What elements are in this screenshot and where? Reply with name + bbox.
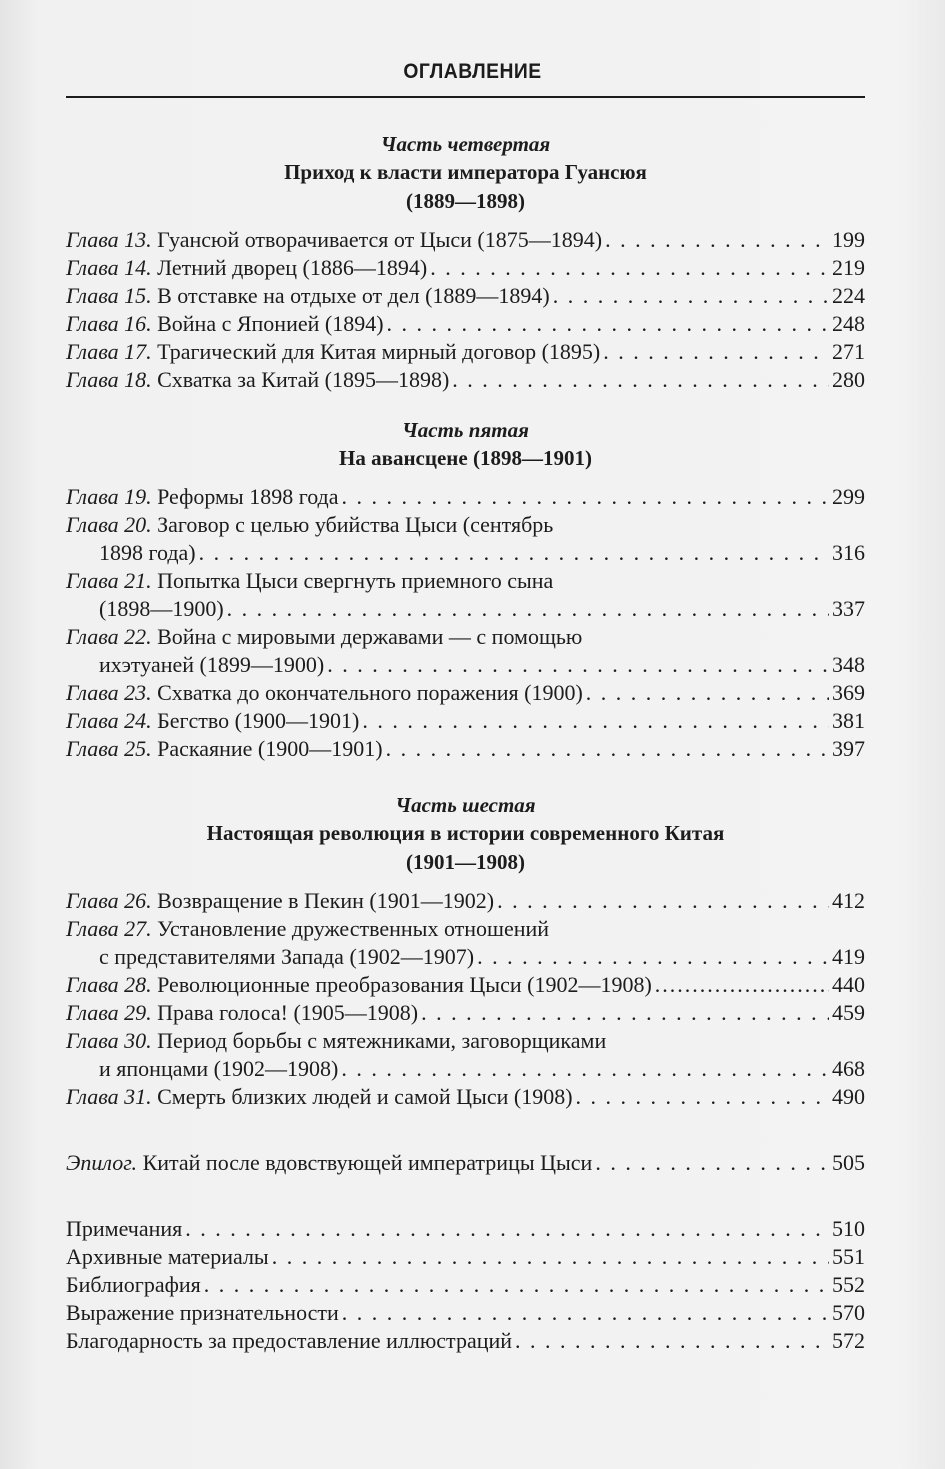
- chapter-list: [66, 887, 865, 1111]
- chapter-title-continued: с представителями Запада (1902—1907): [99, 944, 475, 969]
- dot-leader: [452, 366, 829, 394]
- chapter-label: Глава 24.: [66, 708, 152, 733]
- dot-leader: [576, 1083, 829, 1111]
- toc-entry[interactable]: [66, 483, 865, 511]
- chapter-label: Глава 31.: [66, 1084, 152, 1109]
- chapter-title: Война с Японией (1894): [157, 311, 384, 336]
- toc-entry[interactable]: [66, 735, 865, 763]
- dot-leader: [477, 943, 829, 971]
- page-number: 552: [832, 1272, 865, 1297]
- dot-leader: [362, 707, 829, 735]
- chapter-label: Глава 14.: [66, 255, 152, 280]
- dot-leader: [272, 1243, 829, 1271]
- dot-leader: [199, 539, 829, 567]
- page-number: 419: [832, 944, 865, 969]
- chapter-title: Попытка Цыси свергнуть приемного сына: [157, 568, 554, 593]
- chapter-label: Глава 27.: [66, 916, 152, 941]
- dot-leader: [586, 679, 829, 707]
- toc-entry[interactable]: [66, 567, 865, 623]
- toc-entry[interactable]: [66, 1083, 865, 1111]
- chapter-title: Права голоса! (1905—1908): [157, 1000, 419, 1025]
- chapter-title: Установление дружественных отношений: [157, 916, 550, 941]
- toc-entry[interactable]: [66, 887, 865, 915]
- chapter-label: Глава 30.: [66, 1028, 152, 1053]
- toc-entry[interactable]: [66, 226, 865, 254]
- page-number: 271: [832, 339, 865, 364]
- back-matter-list: [66, 1215, 865, 1355]
- page-number: 316: [832, 540, 865, 565]
- epilogue-title: Китай после вдовствующей императрицы Цыси: [142, 1150, 593, 1175]
- dot-leader: [342, 1299, 829, 1327]
- page-number: 348: [832, 652, 865, 677]
- part-title: Приход к власти императора Гуансюя: [284, 160, 647, 184]
- page-number: 369: [832, 680, 865, 705]
- chapter-list: [66, 226, 865, 394]
- dot-leader: [386, 735, 829, 763]
- page-number: 468: [832, 1056, 865, 1081]
- chapter-title-continued: (1898—1900): [99, 596, 224, 621]
- chapter-label: Глава 23.: [66, 680, 152, 705]
- toc-entry[interactable]: [66, 623, 865, 679]
- chapter-label: Глава 28.: [66, 972, 152, 997]
- chapter-title: Возвращение в Пекин (1901—1902): [157, 888, 495, 913]
- chapter-label: Глава 13.: [66, 227, 152, 252]
- chapter-label: Глава 20.: [66, 512, 152, 537]
- chapter-label: Глава 21.: [66, 568, 152, 593]
- page-number: 199: [832, 227, 865, 252]
- epilogue-section: [66, 1149, 865, 1177]
- toc-entry[interactable]: [66, 707, 865, 735]
- chapter-label: Глава 22.: [66, 624, 152, 649]
- page-number: 412: [832, 888, 865, 913]
- chapter-title: Трагический для Китая мирный договор (1895): [157, 339, 601, 364]
- chapter-title: Революционные преобразования Цыси (1902—1908): [157, 972, 652, 997]
- page-number: 381: [832, 708, 865, 733]
- dot-leader: [387, 310, 829, 338]
- toc-entry[interactable]: [66, 1027, 865, 1083]
- page-number: 299: [832, 484, 865, 509]
- chapter-title-continued: ихэтуаней (1899—1900): [99, 652, 325, 677]
- dot-leader: [185, 1215, 829, 1243]
- part-label: Часть пятая: [402, 418, 529, 442]
- dot-leader: [341, 1055, 829, 1083]
- page-number: 490: [832, 1084, 865, 1109]
- chapter-title: Период борьбы с мятежниками, заговорщиками: [157, 1028, 607, 1053]
- dot-leader: [655, 971, 829, 999]
- chapter-title: Схватка до окончательного поражения (1900): [157, 680, 583, 705]
- chapter-label: Глава 19.: [66, 484, 152, 509]
- chapter-label: Глава 15.: [66, 283, 152, 308]
- toc-entry[interactable]: [66, 254, 865, 282]
- chapter-title: Раскаяние (1900—1901): [157, 736, 383, 761]
- chapter-label: Глава 16.: [66, 311, 152, 336]
- chapter-label: Глава 18.: [66, 367, 152, 392]
- page-number: 224: [832, 283, 865, 308]
- chapter-title: Гуансюй отворачивается от Цыси (1875—1894): [157, 227, 603, 252]
- chapter-label: Глава 25.: [66, 736, 152, 761]
- toc-entry[interactable]: [66, 679, 865, 707]
- back-matter-title: Благодарность за предоставление иллюстраций: [66, 1328, 513, 1353]
- epilogue-label: Эпилог.: [66, 1150, 138, 1175]
- toc-entry-back-matter[interactable]: [66, 1243, 865, 1271]
- chapter-title: В отставке на отдыхе от дел (1889—1894): [157, 283, 550, 308]
- page-number: 510: [832, 1216, 865, 1241]
- dot-leader: [327, 651, 829, 679]
- part-heading: [66, 416, 865, 473]
- dot-leader: [595, 1149, 829, 1177]
- toc-entry[interactable]: [66, 971, 865, 999]
- toc-entry-back-matter[interactable]: [66, 1271, 865, 1299]
- chapter-title: Летний дворец (1886—1894): [157, 255, 428, 280]
- dot-leader: [430, 254, 829, 282]
- back-matter-title: Выражение признательности: [66, 1300, 339, 1325]
- part-title: (1901—1908): [406, 850, 525, 874]
- back-matter-title: Библиография: [66, 1272, 201, 1297]
- page-number: 280: [832, 367, 865, 392]
- chapter-title: Реформы 1898 года: [157, 484, 339, 509]
- page-number: 248: [832, 311, 865, 336]
- chapter-title: Бегство (1900—1901): [157, 708, 360, 733]
- back-matter-title: Архивные материалы: [66, 1244, 269, 1269]
- toc-entry[interactable]: [66, 282, 865, 310]
- dot-leader: [342, 483, 829, 511]
- chapter-title: Война с мировыми державами — с помощью: [157, 624, 583, 649]
- toc-entry[interactable]: [66, 999, 865, 1027]
- toc-entry[interactable]: [66, 366, 865, 394]
- chapter-label: Глава 26.: [66, 888, 152, 913]
- dot-leader: [605, 226, 829, 254]
- part-heading: [66, 791, 865, 877]
- chapter-title: Смерть близких людей и самой Цыси (1908): [157, 1084, 573, 1109]
- part-title: (1889—1898): [406, 189, 525, 213]
- chapter-title: Заговор с целью убийства Цыси (сентябрь: [157, 512, 554, 537]
- page-number: 551: [832, 1244, 865, 1269]
- page-number: 459: [832, 1000, 865, 1025]
- chapter-title-continued: и японцами (1902—1908): [99, 1056, 339, 1081]
- toc-entry[interactable]: [66, 511, 865, 567]
- chapter-label: Глава 29.: [66, 1000, 152, 1025]
- page-number: 570: [832, 1300, 865, 1325]
- toc-entry[interactable]: [66, 915, 865, 971]
- page-number: 337: [832, 596, 865, 621]
- dot-leader: [227, 595, 829, 623]
- part-title: Настоящая революция в истории современного Китая: [206, 821, 725, 845]
- chapter-title-continued: 1898 года): [99, 540, 196, 565]
- back-matter-title: Примечания: [66, 1216, 183, 1241]
- page-number: 219: [832, 255, 865, 280]
- toc-entry[interactable]: [66, 338, 865, 366]
- page-number: 397: [832, 736, 865, 761]
- dot-leader: [497, 887, 829, 915]
- dot-leader: [204, 1271, 829, 1299]
- chapter-title: Схватка за Китай (1895—1898): [157, 367, 450, 392]
- toc-entry[interactable]: [66, 310, 865, 338]
- chapter-label: Глава 17.: [66, 339, 152, 364]
- chapter-list: [66, 483, 865, 763]
- page-title: ОГЛАВЛЕНИЕ: [403, 60, 542, 83]
- dot-leader: [515, 1327, 829, 1355]
- part-heading: [66, 130, 865, 216]
- dot-leader: [603, 338, 829, 366]
- part-title: На авансцене (1898—1901): [339, 446, 592, 470]
- toc-entry-epilogue[interactable]: [66, 1149, 865, 1177]
- toc-entry-back-matter[interactable]: [66, 1215, 865, 1243]
- toc-entry-back-matter[interactable]: [66, 1299, 865, 1327]
- table-of-contents: [66, 130, 865, 1355]
- toc-entry-back-matter[interactable]: [66, 1327, 865, 1355]
- page-number: 440: [832, 972, 865, 997]
- part-label: Часть шестая: [395, 793, 536, 817]
- dot-leader: [421, 999, 829, 1027]
- dot-leader: [553, 282, 829, 310]
- page-number: 505: [832, 1150, 865, 1175]
- header-rule: [66, 96, 865, 98]
- page-number: 572: [832, 1328, 865, 1353]
- part-label: Часть четвертая: [380, 132, 551, 156]
